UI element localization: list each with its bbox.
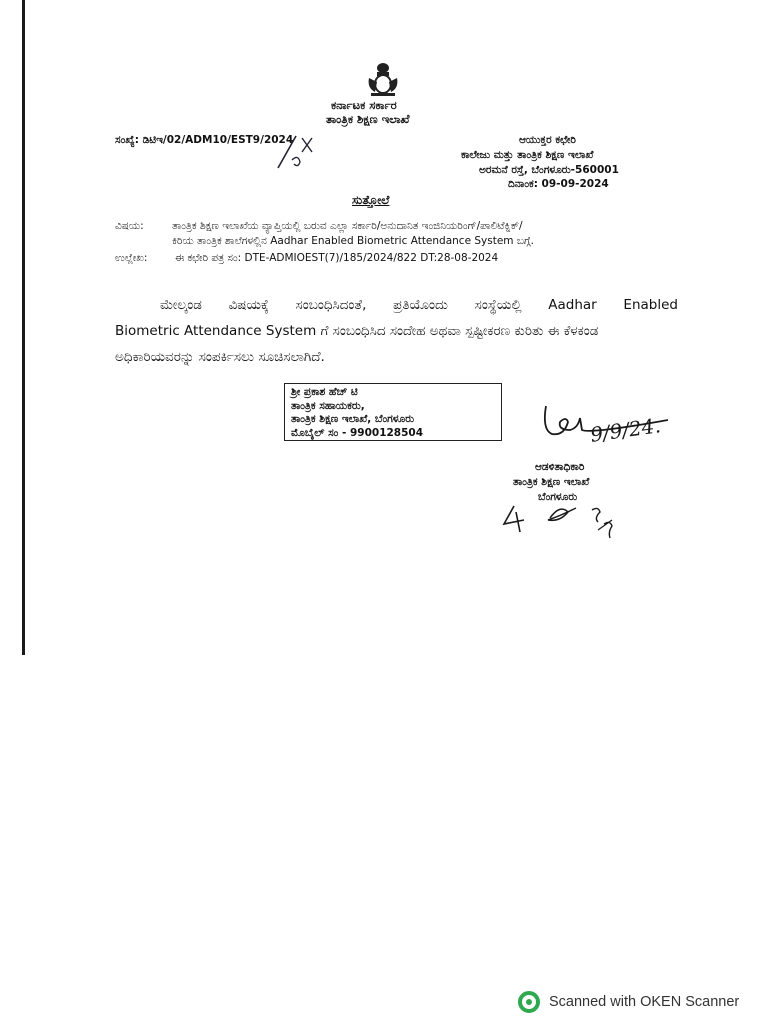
state-emblem-icon <box>363 60 403 98</box>
contact-box <box>284 383 502 441</box>
signatory-department: ತಾಂತ್ರಿಕ ಶಿಕ್ಷಣ ಇಲಾಖೆ <box>513 476 590 488</box>
scanner-text: Scanned with OKEN Scanner <box>549 994 740 1010</box>
contact-mobile: ಮೊಬೈಲ್ ಸಂ - 9900128504 <box>291 426 424 439</box>
contact-name: ಶ್ರೀ ಪ್ರಕಾಶ ಹೆಚ್ ಟಿ <box>291 386 358 398</box>
office-line-2: ಕಾಲೇಜು ಮತ್ತು ತಾಂತ್ರಿಕ ಶಿಕ್ಷಣ ಇಲಾಖೆ <box>461 149 594 161</box>
subject-line-1: ತಾಂತ್ರಿಕ ಶಿಕ್ಷಣ ಇಲಾಖೆಯ ವ್ಯಾಪ್ತಿಯಲ್ಲಿ ಬರುವ ಎಲ್ಲಾ ಸರ್ಕಾರಿ/ಅನುದಾನಿತ ಇಂಜಿನಿಯರಿಂಗ್/ಪಾಲಿಟೆಕ್ನಿಕ್/ <box>172 220 523 232</box>
scanner-footer <box>517 990 739 1014</box>
body-line-2: Biometric Attendance System ಗೆ ಸಂಬಂಧಿಸಿದ ಸಂದೇಹ ಅಥವಾ ಸ್ಪಷ್ಟೀಕರಣ ಕುರಿತು ಈ ಕೆಳಕಂಡ <box>115 323 599 339</box>
body-line-1: ಮೇಲ್ಕಂಡ ವಿಷಯಕ್ಕೆ ಸಂಬಂಧಿಸಿದಂತೆ, ಪ್ರತಿಯೊಂದು ಸಂಸ್ಥೆಯಲ್ಲಿ Aadhar Enabled <box>160 297 678 313</box>
reference-text: ಈ ಕಛೇರಿ ಪತ್ರ ಸಂ: DTE-ADMIOEST(7)/185/2024/822 DT:28-08-2024 <box>175 252 499 264</box>
subject-line-2: ಕಿರಿಯ ತಾಂತ್ರಿಕ ಶಾಲೆಗಳಲ್ಲಿನ Aadhar Enabled Biometric Attendance System ಬಗ್ಗೆ. <box>172 235 535 247</box>
government-name: ಕರ್ನಾಟಕ ಸರ್ಕಾರ <box>331 98 397 112</box>
handwritten-initials <box>500 496 640 546</box>
contact-designation: ತಾಂತ್ರಿಕ ಸಹಾಯಕರು, <box>291 399 365 412</box>
office-line-3: ಅರಮನೆ ರಸ್ತೆ, ಬೆಂಗಳೂರು-560001 <box>479 164 619 176</box>
office-line-1: ಆಯುಕ್ತರ ಕಛೇರಿ <box>519 134 576 146</box>
handwritten-date: 9/9/24. <box>588 413 663 447</box>
contact-office: ತಾಂತ್ರಿಕ ಶಿಕ್ಷಣ ಇಲಾಖೆ, ಬೆಂಗಳೂರು <box>291 413 415 425</box>
circular-title: ಸುತ್ತೋಲೆ <box>352 193 390 207</box>
oken-scanner-logo-icon <box>517 990 541 1014</box>
department-name: ತಾಂತ್ರಿಕ ಶಿಕ್ಷಣ ಇಲಾಖೆ <box>326 112 410 126</box>
subject-label: ವಿಷಯ: <box>115 220 144 232</box>
reference-label: ಉಲ್ಲೇಖ: <box>115 252 148 264</box>
letter-date: ದಿನಾಂಕ: 09-09-2024 <box>508 178 609 190</box>
signatory-title: ಆಡಳಿತಾಧಿಕಾರಿ <box>535 461 585 473</box>
body-line-3: ಅಧಿಕಾರಿಯವರನ್ನು ಸಂಪರ್ಕಿಸಲು ಸೂಚಿಸಲಾಗಿದೆ. <box>115 349 325 365</box>
signatory-city: ಬೆಂಗಳೂರು <box>538 491 578 503</box>
handwritten-annotation <box>272 132 322 172</box>
reference-number: ಸಂಖ್ಯೆ: ಡಿಟಿಇ/02/ADM10/EST9/2024 <box>115 134 294 146</box>
scan-edge-line <box>22 0 25 655</box>
